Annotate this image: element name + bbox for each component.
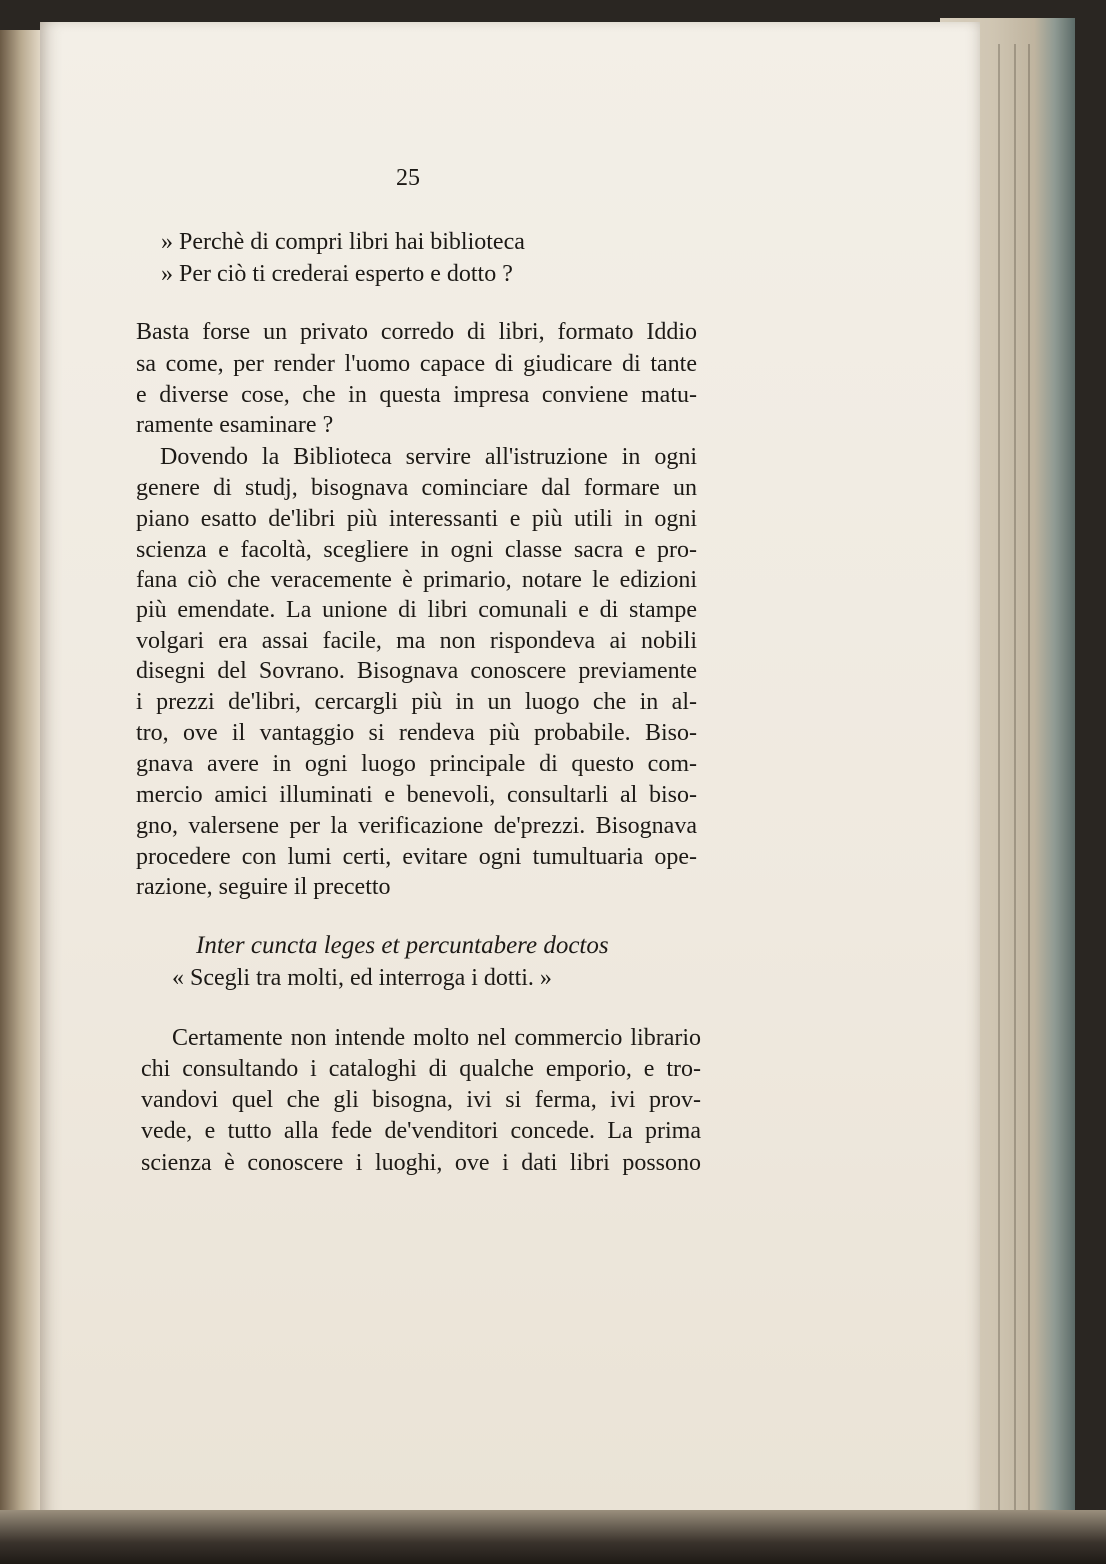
page-number: 25 [396,165,420,191]
text-line: i prezzi de'libri, cercargli più in un luogo che in al- [136,689,697,715]
text-line: genere di studj, bisognava cominciare dal formare un [136,475,697,501]
text-line: scienza e facoltà, scegliere in ogni classe sacra e pro- [136,537,697,563]
page-edge-line [1028,44,1030,1539]
text-line: vandovi quel che gli bisogna, ivi si ferma, ivi prov- [141,1087,701,1113]
text-line: procedere con lumi certi, evitare ogni tumultuaria ope- [136,844,697,870]
text-line: razione, seguire il precetto [136,874,391,900]
text-line: piano esatto de'libri più interessanti e più utili in ogni [136,506,697,532]
text-line: disegni del Sovrano. Bisognava conoscere previamente [136,658,697,684]
quote-translation: « Scegli tra molti, ed interroga i dotti. » [172,965,552,991]
text-line: chi consultando i cataloghi di qualche emporio, e tro- [141,1056,701,1082]
text-line: sa come, per render l'uomo capace di giudicare di tante [136,351,697,377]
text-line: più emendate. La unione di libri comunali e di stampe [136,597,697,623]
text-line: mercio amici illuminati e benevoli, consultarli al biso- [136,782,697,808]
text-line: Dovendo la Biblioteca servire all'istruzione in ogni [160,444,697,470]
verse-line: » Per ciò ti crederai esperto e dotto ? [161,261,513,287]
verse-line: » Perchè di compri libri hai biblioteca [161,229,525,255]
text-line: volgari era assai facile, ma non rispondeva ai nobili [136,628,697,654]
text-line: e diverse cose, che in questa impresa conviene matu- [136,382,697,408]
text-line: vede, e tutto alla fede de'venditori concede. La prima [141,1118,701,1144]
text-line: gno, valersene per la verificazione de'prezzi. Bisognava [136,813,697,839]
text-line: tro, ove il vantaggio si rendeva più probabile. Biso- [136,720,697,746]
text-line: scienza è conoscere i luoghi, ove i dati libri possono [141,1150,701,1176]
page-edge-line [1014,44,1016,1539]
text-line: Certamente non intende molto nel commercio librario [172,1025,701,1051]
text-line: Basta forse un privato corredo di libri, formato Iddio [136,319,697,345]
text-line: gnava avere in ogni luogo principale di questo com- [136,751,697,777]
text-line: fana ciò che veracemente è primario, notare le edizioni [136,567,697,593]
text-line: ramente esaminare ? [136,412,334,438]
page-edge-line [998,44,1000,1539]
bottom-edge [0,1510,1106,1564]
latin-quote: Inter cuncta leges et percuntabere doctos [196,932,609,959]
